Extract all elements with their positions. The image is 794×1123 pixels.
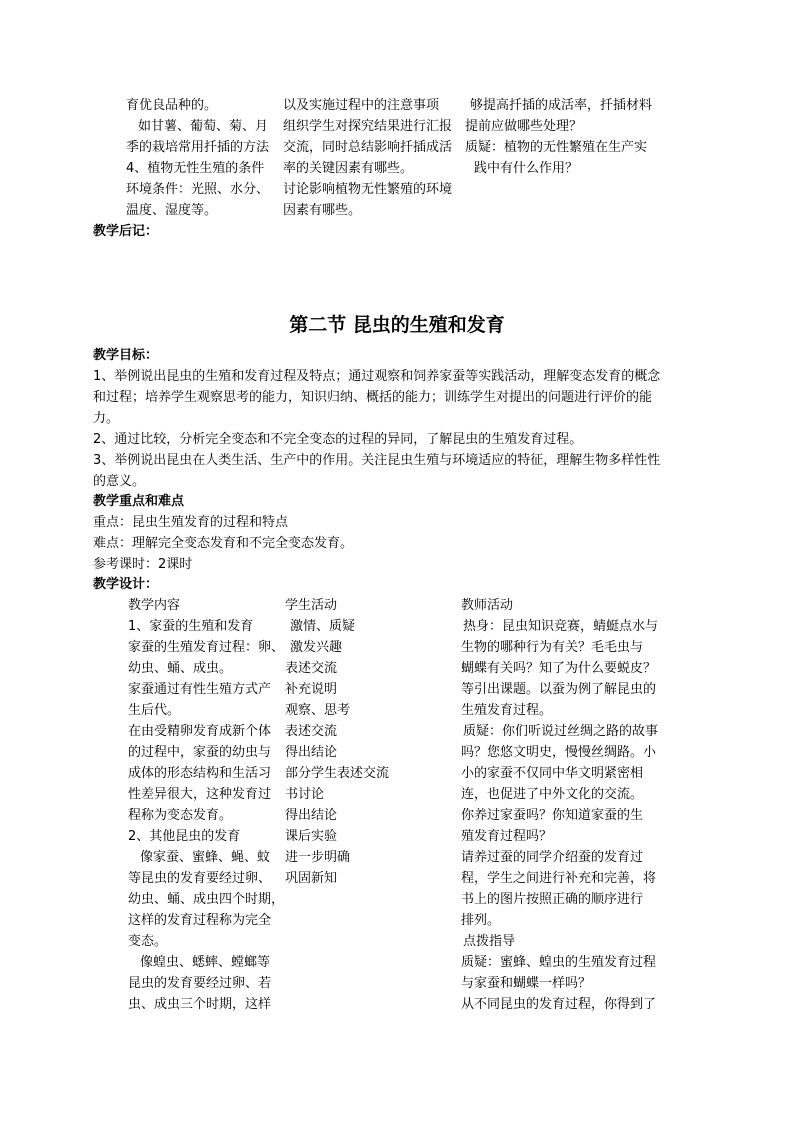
- teacher-activity: 吗？您悠文明史，慢慢丝绸路。小: [461, 745, 657, 760]
- content-line: 幼虫、蛹、成虫四个时期，: [128, 892, 285, 907]
- column-header-student: 学生活动: [285, 598, 338, 613]
- student-activity: 部分学生表述交流: [285, 766, 390, 781]
- teacher-activity: 生物的哪种行为有关？毛毛虫与: [461, 640, 644, 655]
- teacher-activity: 生殖发育过程。: [461, 703, 553, 718]
- teacher-activity: 书上的图片按照正确的顺序进行: [461, 892, 644, 907]
- student-activity: 得出结论: [285, 745, 338, 760]
- class-hours: 参考课时：2课时: [93, 557, 193, 572]
- content-line: 家蚕通过有性生殖方式产: [128, 682, 272, 697]
- teacher-activity: 排列。: [461, 913, 501, 928]
- student-activity: 观察、思考: [285, 703, 351, 718]
- content-line: 虫、成虫三个时期，这样: [128, 997, 272, 1012]
- key-point: 重点：昆虫生殖发育的过程和特点: [93, 515, 289, 530]
- top-line-2-col1: 如甘薯、葡萄、菊、月: [138, 119, 269, 134]
- teacher-activity: 与家蚕和蝴蝶一样吗？: [461, 976, 592, 991]
- student-activity: 巩固新知: [285, 871, 338, 886]
- key-points-heading: 教学重点和难点: [93, 494, 185, 509]
- top-line-4-col3: 践中有什么作用？: [474, 161, 579, 176]
- student-activity: 书讨论: [285, 787, 325, 802]
- student-activity: 课后实验: [285, 829, 338, 844]
- content-line: 幼虫、蛹、成虫。: [128, 661, 233, 676]
- goal-line: 的意义。: [93, 474, 146, 489]
- top-line-5-col2: 讨论影响植物无性繁殖的环境: [283, 182, 453, 197]
- goals-heading: 教学目标：: [93, 348, 159, 363]
- teacher-activity: 蝴蝶有关吗？知了为什么要蜕皮？: [461, 661, 657, 676]
- content-line: 成体的形态结构和生活习: [128, 766, 272, 781]
- content-line: 的过程中，家蚕的幼虫与: [128, 745, 272, 760]
- content-line: 1、家蚕的生殖和发育: [128, 619, 254, 634]
- student-activity: 激发兴趣: [290, 640, 343, 655]
- goal-line: 3、举例说出昆虫在人类生活、生产中的作用。关注昆虫生殖与环境适应的特征，理解生物多样性性: [93, 453, 661, 468]
- top-line-6-col1: 温度、湿度等。: [126, 203, 218, 218]
- teacher-activity: 点拨指导: [463, 934, 516, 949]
- content-line: 性差异很大，这种发育过: [128, 787, 272, 802]
- teacher-activity: 殖发育过程吗？: [461, 829, 553, 844]
- top-line-6-col2: 因素有哪些。: [283, 203, 362, 218]
- content-line: 2、其他昆虫的发育: [128, 829, 241, 844]
- content-line: 昆虫的发育要经过卵、若: [128, 976, 272, 991]
- difficulty-point: 难点：理解完全变态发育和不完全变态发育。: [93, 536, 354, 551]
- content-line: 在由受精卵发育成新个体: [128, 724, 272, 739]
- top-line-4-col2: 率的关键因素有哪些。: [283, 161, 414, 176]
- top-line-1-col2: 以及实施过程中的注意事项: [283, 98, 440, 113]
- goal-line: 力。: [93, 411, 120, 426]
- student-activity: 得出结论: [285, 808, 338, 823]
- teacher-activity: 小的家蚕不仅同中华文明紧密相: [461, 766, 644, 781]
- goal-line: 1、举例说出昆虫的生殖和发育过程及特点；通过观察和饲养家蚕等实践活动，理解变态发育的概念: [93, 369, 661, 384]
- teacher-activity: 程，学生之间进行补充和完善，将: [461, 871, 657, 886]
- top-line-5-col1: 环境条件：光照、水分、: [126, 182, 270, 197]
- content-line: 家蚕的生殖发育过程：卵、: [128, 640, 285, 655]
- section-title: 第二节 昆虫的生殖和发育: [289, 314, 505, 336]
- teacher-activity: 质疑：蜜蜂、蝗虫的生殖发育过程: [461, 955, 657, 970]
- teacher-activity: 连，也促进了中外文化的交流。: [461, 787, 644, 802]
- goal-line: 2、通过比较，分析完全变态和不完全变态的过程的异同，了解昆虫的生殖发育过程。: [93, 432, 583, 447]
- teacher-activity: 热身：昆虫知识竞赛，蜻蜓点水与: [463, 619, 659, 634]
- teacher-activity: 质疑：你们听说过丝绸之路的故事: [463, 724, 659, 739]
- top-line-4-col1: 4、植物无性生殖的条件: [126, 161, 265, 176]
- content-line: 这样的发育过程称为完全: [128, 913, 272, 928]
- design-heading: 教学设计：: [93, 577, 159, 592]
- student-activity: 表述交流: [285, 724, 338, 739]
- top-line-2-col2: 组织学生对探究结果进行汇报: [283, 119, 453, 134]
- top-line-1-col3: 够提高扦插的成活率，扦插材料: [470, 98, 653, 113]
- column-header-teacher: 教师活动: [461, 598, 514, 613]
- content-line: 像蝗虫、蟋蟀、螳螂等: [140, 955, 271, 970]
- student-activity: 进一步明确: [285, 850, 351, 865]
- teacher-activity: 请养过蚕的同学介绍蚕的发育过: [461, 850, 644, 865]
- student-activity: 表述交流: [285, 661, 338, 676]
- postscript-heading: 教学后记：: [93, 224, 159, 239]
- content-line: 等昆虫的发育要经过卵、: [128, 871, 272, 886]
- top-line-2-col3: 提前应做哪些处理？: [465, 119, 583, 134]
- top-line-3-col1: 季的栽培常用扦插的方法: [126, 140, 270, 155]
- goal-line: 和过程；培养学生观察思考的能力，知识归纳、概括的能力；训练学生对提出的问题进行评价的能: [93, 390, 653, 405]
- content-line: 生后代。: [128, 703, 181, 718]
- student-activity: 激情、质疑: [290, 619, 356, 634]
- student-activity: 补充说明: [285, 682, 338, 697]
- top-line-3-col3: 质疑：植物的无性繁殖在生产实: [465, 140, 648, 155]
- top-line-1-col1: 育优良品种的。: [126, 98, 218, 113]
- column-header-content: 教学内容: [128, 598, 181, 613]
- top-line-3-col2: 交流，同时总结影响扦插成活: [283, 140, 453, 155]
- teacher-activity: 等引出课题。以蚕为例了解昆虫的: [461, 682, 657, 697]
- teacher-activity: 从不同昆虫的发育过程，你得到了: [461, 997, 657, 1012]
- teacher-activity: 你养过家蚕吗？你知道家蚕的生: [461, 808, 644, 823]
- content-line: 变态。: [128, 934, 168, 949]
- content-line: 程称为变态发育。: [128, 808, 233, 823]
- content-line: 像家蚕、蜜蜂、蝇、蚊: [140, 850, 271, 865]
